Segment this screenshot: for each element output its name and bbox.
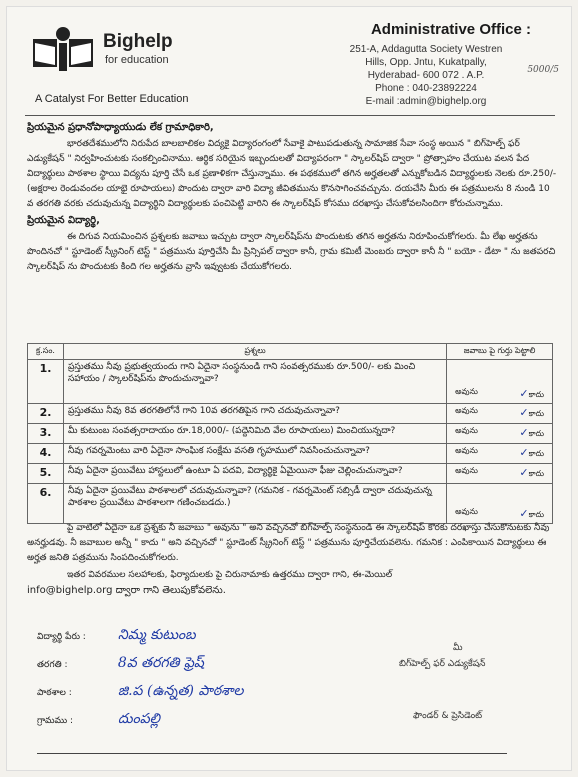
email-line: E-mail :admin@bighelp.org xyxy=(365,96,487,107)
instructions-block xyxy=(27,521,557,598)
header-divider xyxy=(25,115,555,116)
table-row xyxy=(28,444,553,464)
brand-subtitle: for education xyxy=(105,54,169,66)
address-line: 251-A, Addagutta Society Westren xyxy=(349,44,503,55)
row-question: ప్రస్తుతము నీవు ప్రభుత్వయందు గాని ఏదైనా సంస్థనుండి గాని సంవత్సరముకు రూ.500/- లకు మించి సహాయం / స్కాలర్‌షిప్‌ను పొందుచున్నావా? xyxy=(63,360,446,404)
row-number: 1. xyxy=(28,360,64,404)
answer-no[interactable]: ✓కాదు xyxy=(519,507,544,520)
row-number: 3. xyxy=(28,424,64,444)
answer-no[interactable]: ✓కాదు xyxy=(519,426,544,439)
phone-line: Phone : 040-23892224 xyxy=(375,83,477,94)
contact-line: ఇతర వివరముల సలహాలకు, ఫిర్యాదులకు పై చిరునామాకు ఉత్తరము ద్వారా గాని, ఈ-మెయిల్ xyxy=(67,570,393,580)
student-name-row xyxy=(37,627,196,646)
greeting-student: ప్రియమైన విద్యార్థి, xyxy=(27,215,100,226)
check-icon: ✓ xyxy=(519,406,529,419)
signature-org: బిగ్‌హెల్ప్ ఫర్ ఎడ్యుకేషన్ xyxy=(399,659,486,669)
check-icon: ✓ xyxy=(519,507,529,520)
row-answer[interactable] xyxy=(447,424,553,444)
village-row xyxy=(37,711,160,730)
paragraph-eligibility: ఈ దిగువ నియమించిన ప్రశ్నలకు జవాబు ఇచ్చుట ద్వారా స్కాలర్‌షిప్‌ను పొందుటకు తగిన అర్హతను నిరూపించుకోగలరు. మీ లేఖ అర్హతను పొందినచో " స్టూడెంట్ స్క్రీనింగ్ టెస్ట్ " పత్రమును పూర్తిచేసి మీ ప్రిన్సిపల్ ద్వారా కానీ, గ్రామ కమిటీ మెంబరు ద్వారా కానీ నీ " బయో - డేటా " ను జతపరచి స్కాలర్‌షిప్ ను పొందుటకు కింది గల అర్హతను వ్రాసి ఇవ్వుటకు చేయుకోగలరు. xyxy=(27,232,556,272)
answer-no[interactable]: ✓కాదు xyxy=(519,466,544,479)
answer-yes[interactable]: అవును xyxy=(455,507,478,516)
class-row xyxy=(37,655,204,674)
table-row xyxy=(28,424,553,444)
row-question: ప్రస్తుతము నీవు 8వ తరగతిలోనే గాని 10వ తరగతిపైన గాని చదువుచున్నావా? xyxy=(63,404,446,424)
answer-yes[interactable]: అవును xyxy=(455,406,478,415)
class-label: తరగతి : xyxy=(37,660,68,670)
answer-no[interactable]: ✓కాదు xyxy=(519,387,544,400)
letter-page xyxy=(6,6,572,771)
tagline: A Catalyst For Better Education xyxy=(35,93,189,105)
check-icon: ✓ xyxy=(519,426,529,439)
row-number: 5. xyxy=(28,464,64,484)
row-question: నీవు గవర్నమెంటు వారి ఏదైనా సాంఘిక సంక్షేమ వసతి గృహములో నివసించుచున్నావా? xyxy=(63,444,446,464)
table-row xyxy=(28,464,553,484)
answer-no[interactable]: ✓కాదు xyxy=(519,406,544,419)
address-line: Hills, Opp. Jntu, Kukatpally, xyxy=(365,57,487,68)
answer-yes[interactable]: అవును xyxy=(455,446,478,455)
school-value[interactable]: జి.ప (ఉన్నత) పాఠశాల xyxy=(117,683,244,699)
bighelp-logo-icon xyxy=(31,25,95,73)
student-name-label: విద్యార్థి పేరు : xyxy=(37,632,86,642)
office-title: Administrative Office : xyxy=(370,21,531,38)
village-value[interactable]: దుంపల్లి xyxy=(117,711,160,727)
row-number: 4. xyxy=(28,444,64,464)
row-number: 2. xyxy=(28,404,64,424)
row-answer[interactable] xyxy=(447,404,553,424)
brand-name: Bighelp xyxy=(103,31,173,52)
signature-prefix: మీ xyxy=(453,643,463,653)
table-row xyxy=(28,404,553,424)
village-label: గ్రామము : xyxy=(37,716,74,726)
instructions-text: పై వాటిలో ఏదైనా ఒక ప్రశ్నకు నీ జవాబు " అవును " అని వచ్చినచో బిగ్‌హెల్ప్ సంస్థనుండి ఈ స్కాలర్‌షిప్ కొరకు దరఖాస్తు చేసుకొనుటకు నీవు అనర్హుడవు. నీ జవాబుల అన్నీ " కాదు " అని వచ్చినచో " స్టూడెంట్ స్క్రీనింగ్ టెస్ట్ " పత్రమును పూర్తిచేయవలెను. గమనిక : ఎంపికాయిన విద్యార్థులు ఈ అర్హత జనితి పత్రమును సింపదించుకోగలరు. xyxy=(27,523,550,563)
footer-line xyxy=(37,753,507,754)
row-question: నీవు ఏదైనా ప్రయివేటు హాస్టలులో ఉంటూ ఏ పదవి, విద్యార్థికై ఏమైయినా ఫీజు చెల్లించుచున్నావా? xyxy=(63,464,446,484)
office-address xyxy=(321,43,531,108)
row-question: మీ కుటుంబ సంవత్సరాదాయం రూ.18,000/- (పద్దెనిమిది వేల రూపాయలు) మించియున్నదా? xyxy=(63,424,446,444)
class-value[interactable]: 8వ తరగతి ఫ్రెష్ xyxy=(117,655,204,671)
answer-yes[interactable]: అవును xyxy=(455,387,478,396)
contact-email: info@bighelp.org ద్వారా గాని తెలుపుకోవలెను. xyxy=(27,585,226,596)
row-answer[interactable] xyxy=(447,444,553,464)
table-row xyxy=(28,360,553,404)
table-header-question: ప్రశ్నలు xyxy=(63,344,446,360)
check-icon: ✓ xyxy=(519,387,529,400)
letter-body xyxy=(27,121,557,275)
handwritten-code: 5000/5 xyxy=(527,65,559,75)
check-icon: ✓ xyxy=(519,466,529,479)
student-name-value[interactable]: నిమ్మ కుటుంబ xyxy=(117,627,196,643)
row-answer[interactable] xyxy=(447,360,553,404)
school-row xyxy=(37,683,243,702)
row-question: నీవు ఏదైనా ప్రయివేటు పాఠశాలలో చదువుచున్నావా? (గమనిక - గవర్నమెంట్ సబ్సిడీ ద్వారా చదువుచున్న పాఠశాల ప్రయివేటు పాఠశాలగా గణించబడదు.) xyxy=(63,484,446,524)
answer-no[interactable]: ✓కాదు xyxy=(519,446,544,459)
school-label: పాఠశాల : xyxy=(37,688,72,698)
signature-role: ఫౌండర్ & ప్రెసిడెంట్ xyxy=(413,711,483,721)
address-line: Hyderabad- 600 072 . A.P. xyxy=(367,70,485,81)
table-header-no: క్ర.సం. xyxy=(28,344,64,360)
table-row xyxy=(28,484,553,524)
paragraph-intro: భారతదేశములోని నిరుపేద బాలబాలికల విద్యకై విద్యారంగంలో సేవాకై పాటుపడుతున్న సామాజిక సేవా సంస్థ అయిన " బిగ్‌హెల్ప్ ఫర్ ఎడ్యుకేషన్ " నిర్వహించుటకు సంకల్పించినాము. ఆర్థిక సరియైన ఇబ్బందులతో విద్యాపరంగా " స్కాలర్‌షిప్ ద్వారా " ప్రోత్సాహం చేయుట వలన పేద విద్యార్థులు పాఠశాల స్థాయి విద్యను పూర్తి చేసే ఒక ప్రణాళికగా చేస్తున్నాము. ఈ పథకములో తగిన అర్హతలతో ఎన్నుకోబడిన విద్యార్థులకు నెలకు రూ.250/-(అక్షరాల రెండువందల యాభై రూపాయలు) పొందుట ద్వారా వారి విద్యా జీవితమును కొనసాగించవచ్చును. దయచేసి మీరు ఈ పత్రములను 8 నుండి 10 వ తరగతి వరకు చదువుచున్న విద్యార్థిని విద్యార్థులకు పంచిపెట్టి వారిని ఈ స్కాలర్‌షిప్ కోసము దరఖాస్తు చేసుకోవలసిందిగా కోరుచున్నాము. xyxy=(27,139,557,209)
answer-yes[interactable]: అవును xyxy=(455,426,478,435)
table-header-answer: జవాబు పై గుర్తు పెట్టాలి xyxy=(447,344,553,360)
answer-yes[interactable]: అవును xyxy=(455,466,478,475)
eligibility-table xyxy=(27,343,553,524)
row-answer[interactable] xyxy=(447,464,553,484)
check-icon: ✓ xyxy=(519,446,529,459)
row-number: 6. xyxy=(28,484,64,524)
greeting-headmaster: ప్రియమైన ప్రధానోపాధ్యాయుడు లేక గ్రామాధికారి, xyxy=(27,122,214,133)
row-answer[interactable] xyxy=(447,484,553,524)
